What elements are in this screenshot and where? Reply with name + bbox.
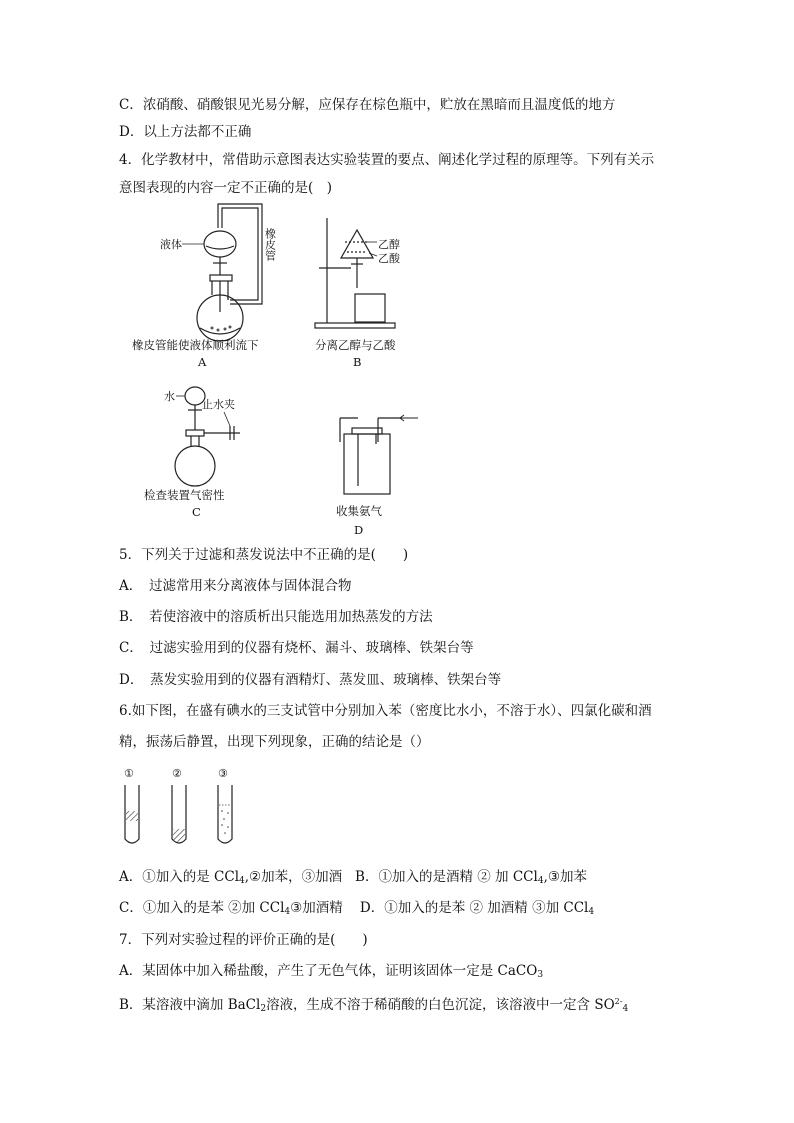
- q7-option-b: [119, 993, 628, 1018]
- figure-c-label-clip: 止水夹: [202, 398, 235, 411]
- q7-option-b-sub4: 4: [622, 1004, 629, 1014]
- q7-option-b-part2: 溶液，生成不溶于稀硝酸的白色沉淀，该溶液中一定含 SO: [266, 997, 615, 1013]
- q6-option-c-part2: ③加酒精: [290, 900, 343, 916]
- q6-stem-line2: 精，振荡后静置，出现下列现象，正确的结论是（）: [119, 734, 430, 750]
- tube-1-layer: [126, 811, 138, 821]
- figure-d-letter: D: [354, 523, 364, 537]
- q7-option-a-text: A．某固体中加入稀盐酸，产生了无色气体，证明该固体一定是 CaCO: [119, 963, 538, 979]
- q4-stem-line2: 意图表现的内容一定不正确的是( ): [119, 180, 333, 196]
- figure-b-label-ethanol: 乙醇: [378, 238, 400, 251]
- q7-stem: 7．下列对实验过程的评价正确的是( ): [119, 932, 368, 948]
- q6-option-d-sub: 4: [588, 907, 595, 917]
- figure-d-apparatus: [330, 410, 440, 537]
- figure-b-letter: B: [353, 355, 362, 369]
- q4-stem-line1: 4．化学教材中，常借助示意图表达实验装置的要点、阐述化学过程的原理等。下列有关示: [119, 152, 655, 168]
- q6-options-cd: [119, 899, 594, 921]
- q6-option-c-sub: 4: [284, 907, 291, 917]
- figure-a-label-tube: 橡皮管: [263, 228, 277, 261]
- tube-1-label: ①: [124, 767, 134, 780]
- figure-a-label-liquid: 液体: [160, 238, 182, 251]
- q6-option-d-part1: D．①加入的是苯 ② 加酒精 ③加 CCl: [359, 900, 589, 916]
- figure-d-caption: 收集氨气: [336, 504, 382, 518]
- figure-c-letter: C: [192, 505, 201, 519]
- q3-option-c: C．浓硝酸、硝酸银见光易分解，应保存在棕色瓶中，贮放在黑暗而且温度低的地方: [119, 97, 616, 113]
- q6-options-ab: [119, 868, 587, 890]
- figure-a-letter: A: [198, 355, 207, 369]
- q7-option-a-sub: 3: [537, 970, 544, 980]
- figure-c-apparatus: [140, 382, 270, 522]
- q5-option-d: D． 蒸发实验用到的仪器有酒精灯、蒸发皿、玻璃棒、铁架台等: [119, 672, 502, 688]
- test-tubes-figure: [118, 765, 248, 850]
- q6-stem-line1: 6.如下图，在盛有碘水的三支试管中分别加入苯（密度比水小，不溶于水）、四氯化碳和酒: [119, 703, 652, 719]
- tube-2-layer: [173, 829, 185, 842]
- q7-option-a: [119, 962, 543, 984]
- q6-option-b-part1: B．①加入的是酒精 ② 加 CCl: [355, 869, 538, 885]
- q5-option-c: C． 过滤实验用到的仪器有烧杯、漏斗、玻璃棒、铁架台等: [119, 640, 474, 656]
- figure-b-apparatus: [315, 218, 425, 378]
- tube-2-label: ②: [172, 767, 182, 780]
- q5-stem: 5．下列关于过滤和蒸发说法中不正确的是( ): [119, 547, 409, 563]
- tube-3-dots: [219, 805, 231, 834]
- q6-option-a-sub: 4: [239, 876, 245, 886]
- q6-option-a-part2: ,②加苯，③加酒: [244, 869, 343, 885]
- figure-b-label-acid: 乙酸: [378, 252, 400, 265]
- figure-a-caption: 橡皮管能使液体顺利流下: [132, 338, 259, 352]
- tube-3-label: ③: [218, 767, 228, 780]
- q5-option-b: B． 若使溶液中的溶质析出只能选用加热蒸发的方法: [119, 609, 433, 625]
- q6-option-a-part1: A．①加入的是 CCl: [119, 869, 240, 885]
- figure-c-label-water: 水: [164, 390, 175, 403]
- figure-b-caption: 分离乙醇与乙酸: [315, 338, 396, 352]
- q7-option-b-charge: 2-: [614, 997, 623, 1006]
- q7-option-b-sub: 2: [260, 1004, 267, 1014]
- q6-option-c-part1: C．①加入的是苯 ②加 CCl: [119, 900, 285, 916]
- q7-option-b-part1: B．某溶液中滴加 BaCl: [119, 997, 261, 1013]
- figure-c-caption: 检查装置气密性: [144, 488, 225, 502]
- q6-option-b-sub: 4: [537, 876, 544, 886]
- q3-option-d: D．以上方法都不正确: [119, 124, 252, 140]
- figure-a-apparatus: [132, 200, 300, 375]
- q5-option-a: A． 过滤常用来分离液体与固体混合物: [119, 578, 352, 594]
- q6-option-b-part2: ,③加苯: [543, 869, 587, 885]
